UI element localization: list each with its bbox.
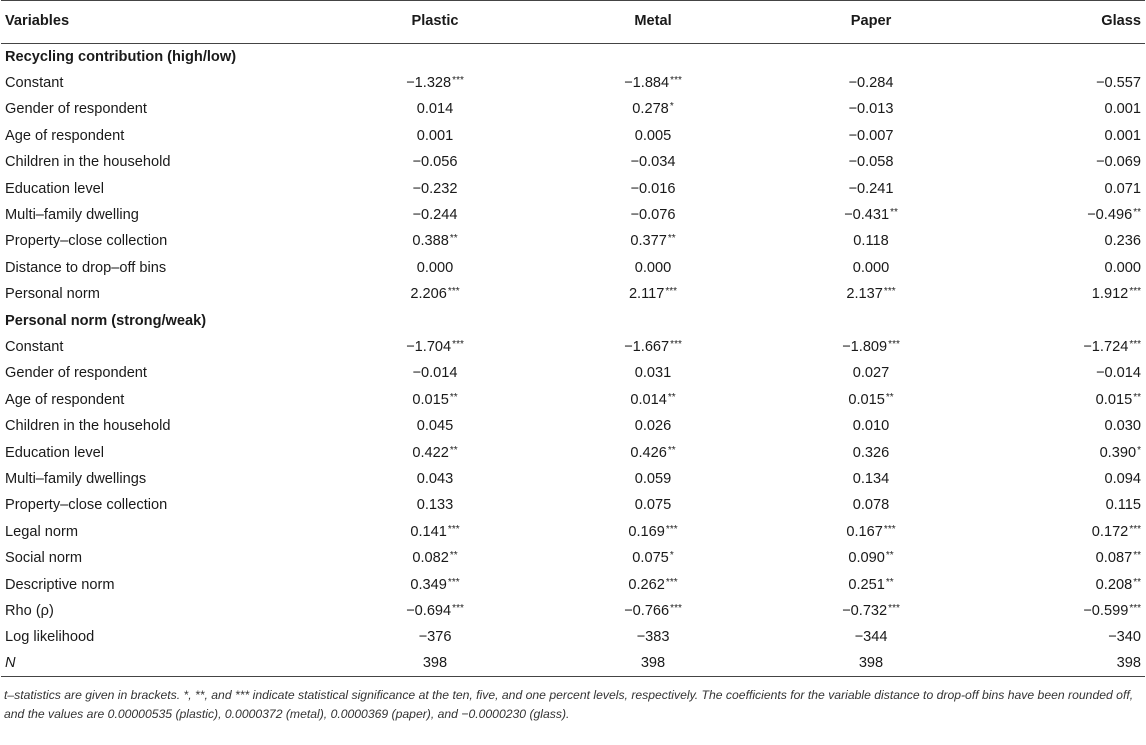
coefficient-value: 2.137 (846, 286, 883, 303)
coefficient-value: 0.078 (852, 497, 890, 514)
row-label: Legal norm (5, 523, 79, 540)
table-header (1, 1, 1145, 44)
cell-glass (975, 387, 1145, 413)
significance-marker: ** (885, 550, 894, 562)
coefficient-value: 398 (858, 655, 884, 672)
coefficient-value: 0.005 (634, 127, 672, 144)
coefficient-value: 0.000 (634, 259, 672, 276)
significance-marker: ** (667, 233, 676, 245)
significance-marker: ** (890, 207, 898, 219)
cell-paper (767, 519, 975, 545)
cell-metal (539, 650, 767, 676)
coefficient-value: −0.557 (1095, 75, 1141, 92)
cell-plastic (331, 149, 539, 175)
cell-paper (767, 202, 975, 228)
table-row (1, 255, 1145, 281)
header-variables: Variables (1, 1, 331, 44)
row-label: Age of respondent (5, 127, 125, 144)
cell-paper (767, 228, 975, 254)
coefficient-value: −376 (418, 629, 452, 646)
significance-marker: *** (447, 576, 460, 588)
cell-paper (767, 598, 975, 624)
header-paper: Paper (767, 1, 975, 44)
coefficient-value: −1.809 (842, 338, 888, 355)
coefficient-value: 398 (422, 655, 448, 672)
coefficient-value: 0.278 (632, 101, 669, 118)
table-row (1, 571, 1145, 597)
coefficient-value: 0.001 (1104, 127, 1141, 144)
table-row (1, 202, 1145, 228)
cell-glass (975, 519, 1145, 545)
cell-metal (539, 123, 767, 149)
cell-paper (767, 281, 975, 307)
coefficient-value: 0.045 (416, 418, 454, 435)
table-row (1, 413, 1145, 439)
significance-marker: *** (888, 338, 900, 350)
cell-paper (767, 624, 975, 650)
section-header-row (1, 44, 1145, 70)
row-label: Children in the household (5, 154, 171, 171)
table-row (1, 96, 1145, 122)
cell-metal (539, 571, 767, 597)
coefficient-value: −0.766 (624, 602, 670, 619)
row-label: Distance to drop–off bins (5, 259, 167, 276)
significance-marker: ** (449, 391, 458, 403)
coefficient-value: −0.496 (1087, 207, 1133, 224)
significance-marker: *** (1129, 523, 1141, 535)
table-row (1, 598, 1145, 624)
cell-metal (539, 202, 767, 228)
coefficient-value: −0.007 (848, 127, 894, 144)
coefficient-value: 0.000 (416, 259, 454, 276)
cell-glass (975, 70, 1145, 96)
coefficient-value: −0.058 (848, 154, 894, 171)
cell-metal (539, 70, 767, 96)
coefficient-value: 0.167 (846, 523, 883, 540)
row-label: Constant (5, 338, 64, 355)
row-label: Personal norm (5, 286, 100, 303)
significance-marker: *** (888, 602, 900, 614)
cell-plastic (331, 387, 539, 413)
row-label: Property–close collection (5, 497, 168, 514)
table-row (1, 70, 1145, 96)
cell-plastic (331, 466, 539, 492)
table-row (1, 334, 1145, 360)
cell-glass (975, 624, 1145, 650)
row-label: Multi–family dwelling (5, 207, 139, 224)
cell-metal (539, 492, 767, 518)
cell-metal (539, 624, 767, 650)
row-label: Descriptive norm (5, 576, 115, 593)
coefficient-value: 0.172 (1091, 523, 1129, 540)
coefficient-value: 0.115 (1105, 497, 1141, 514)
row-label: Education level (5, 180, 104, 197)
table-row (1, 228, 1145, 254)
coefficient-value: 0.134 (852, 470, 890, 487)
cell-paper (767, 466, 975, 492)
significance-marker: ** (449, 550, 458, 562)
cell-paper (767, 413, 975, 439)
significance-marker: *** (665, 576, 678, 588)
cell-glass (975, 175, 1145, 201)
significance-marker: *** (883, 523, 896, 535)
coefficient-value: 0.014 (630, 391, 667, 408)
cell-plastic (331, 255, 539, 281)
row-label: N (1, 650, 331, 676)
header-row (1, 1, 1145, 44)
cell-metal (539, 466, 767, 492)
cell-glass (975, 466, 1145, 492)
significance-marker: ** (885, 576, 894, 588)
cell-metal (539, 281, 767, 307)
coefficient-value: 0.075 (634, 497, 672, 514)
coefficient-value: 0.075 (632, 550, 669, 567)
significance-marker: *** (883, 286, 896, 298)
coefficient-value: −0.694 (406, 602, 452, 619)
cell-glass (975, 598, 1145, 624)
cell-glass (975, 360, 1145, 386)
coefficient-value: 0.000 (852, 259, 890, 276)
cell-glass (975, 439, 1145, 465)
cell-paper (767, 571, 975, 597)
cell-paper (767, 96, 975, 122)
coefficient-value: −1.328 (406, 75, 452, 92)
cell-glass (975, 96, 1145, 122)
significance-marker: *** (1129, 338, 1141, 350)
coefficient-value: 0.236 (1104, 233, 1141, 250)
cell-glass (975, 492, 1145, 518)
table-row (1, 175, 1145, 201)
table-row (1, 545, 1145, 571)
cell-plastic (331, 519, 539, 545)
coefficient-value: 0.071 (1104, 180, 1141, 197)
coefficient-value: −0.431 (844, 207, 890, 224)
table-row (1, 149, 1145, 175)
significance-marker: ** (449, 444, 458, 456)
coefficient-value: −0.069 (1095, 154, 1141, 171)
cell-metal (539, 175, 767, 201)
coefficient-value: 0.169 (628, 523, 665, 540)
coefficient-value: 0.015 (412, 391, 449, 408)
row-label: Education level (5, 444, 104, 461)
cell-plastic (331, 545, 539, 571)
coefficient-value: 398 (640, 655, 666, 672)
cell-metal (539, 439, 767, 465)
cell-glass (975, 650, 1145, 676)
coefficient-value: 0.027 (852, 365, 890, 382)
significance-marker: ** (1133, 207, 1141, 219)
coefficient-value: −0.076 (630, 207, 676, 224)
row-label: Multi–family dwellings (5, 470, 147, 487)
cell-glass (975, 545, 1145, 571)
cell-paper (767, 650, 975, 676)
coefficient-value: −1.704 (406, 338, 452, 355)
table-row (1, 624, 1145, 650)
cell-paper (767, 175, 975, 201)
significance-marker: *** (670, 338, 682, 350)
coefficient-value: −340 (1108, 629, 1141, 646)
cell-metal (539, 360, 767, 386)
table-row (1, 466, 1145, 492)
coefficient-value: 0.426 (630, 444, 667, 461)
table-row (1, 123, 1145, 149)
coefficient-value: 0.015 (1095, 391, 1133, 408)
cell-metal (539, 387, 767, 413)
coefficient-value: −0.241 (848, 180, 894, 197)
cell-metal (539, 413, 767, 439)
significance-marker: * (669, 101, 674, 113)
table-row (1, 387, 1145, 413)
row-label: Log likelihood (5, 629, 95, 646)
significance-marker: ** (1133, 576, 1141, 588)
coefficient-value: −383 (636, 629, 670, 646)
coefficient-value: 0.133 (416, 497, 454, 514)
coefficient-value: −1.724 (1083, 338, 1129, 355)
row-label: Rho (ρ) (5, 602, 54, 619)
cell-paper (767, 149, 975, 175)
section-title: Personal norm (strong/weak) (5, 312, 207, 329)
coefficient-value: 0.390 (1099, 444, 1137, 461)
coefficient-value: 0.087 (1095, 550, 1133, 567)
coefficient-value: 0.043 (416, 470, 454, 487)
cell-paper (767, 123, 975, 149)
significance-marker: ** (667, 391, 676, 403)
header-metal: Metal (539, 1, 767, 44)
row-label: Age of respondent (5, 391, 125, 408)
coefficient-value: −0.034 (630, 154, 676, 171)
cell-glass (975, 571, 1145, 597)
cell-paper (767, 334, 975, 360)
coefficient-value: −344 (854, 629, 888, 646)
cell-plastic (331, 650, 539, 676)
row-label: Constant (5, 75, 64, 92)
cell-plastic (331, 175, 539, 201)
header-plastic: Plastic (331, 1, 539, 44)
significance-marker: * (1137, 444, 1141, 456)
row-label: Property–close collection (5, 233, 168, 250)
coefficient-value: 0.094 (1104, 470, 1141, 487)
cell-plastic (331, 202, 539, 228)
coefficient-value: 0.015 (848, 391, 885, 408)
table-body (1, 44, 1145, 677)
coefficient-value: 0.082 (412, 550, 449, 567)
coefficient-value: 0.001 (416, 127, 454, 144)
significance-marker: *** (670, 602, 682, 614)
row-label: Gender of respondent (5, 101, 147, 118)
significance-marker: *** (665, 286, 678, 298)
cell-plastic (331, 334, 539, 360)
significance-marker: *** (670, 75, 682, 87)
cell-metal (539, 149, 767, 175)
coefficient-value: 2.117 (628, 286, 665, 303)
coefficient-value: −0.014 (412, 365, 458, 382)
cell-plastic (331, 492, 539, 518)
significance-marker: *** (1129, 286, 1141, 298)
significance-marker: *** (665, 523, 678, 535)
cell-glass (975, 281, 1145, 307)
coefficient-value: 0.349 (410, 576, 447, 593)
coefficient-value: 0.377 (630, 233, 667, 250)
coefficient-value: −0.016 (630, 180, 676, 197)
coefficient-value: −1.667 (624, 338, 670, 355)
coefficient-value: 0.059 (634, 470, 672, 487)
coefficient-value: 0.208 (1095, 576, 1133, 593)
results-table (1, 0, 1145, 677)
coefficient-value: −0.599 (1083, 602, 1129, 619)
cell-metal (539, 334, 767, 360)
coefficient-value: 0.001 (1104, 101, 1141, 118)
table-row (1, 281, 1145, 307)
cell-paper (767, 439, 975, 465)
coefficient-value: 0.010 (852, 418, 890, 435)
coefficient-value: 0.422 (412, 444, 449, 461)
significance-marker: *** (452, 75, 464, 87)
significance-marker: *** (452, 602, 464, 614)
cell-plastic (331, 70, 539, 96)
significance-marker: *** (447, 523, 460, 535)
section-header-row (1, 307, 1145, 333)
coefficient-value: 0.141 (410, 523, 447, 540)
section-title: Recycling contribution (high/low) (5, 48, 237, 65)
cell-metal (539, 598, 767, 624)
coefficient-value: −0.013 (848, 101, 894, 118)
coefficient-value: 398 (1116, 655, 1141, 672)
cell-glass (975, 149, 1145, 175)
significance-marker: *** (1129, 602, 1141, 614)
cell-plastic (331, 96, 539, 122)
cell-plastic (331, 413, 539, 439)
coefficient-value: −0.284 (848, 75, 894, 92)
cell-plastic (331, 123, 539, 149)
coefficient-value: 0.251 (848, 576, 885, 593)
cell-plastic (331, 360, 539, 386)
cell-metal (539, 228, 767, 254)
cell-plastic (331, 598, 539, 624)
coefficient-value: 0.014 (416, 101, 454, 118)
significance-marker: ** (449, 233, 458, 245)
cell-plastic (331, 439, 539, 465)
cell-metal (539, 519, 767, 545)
cell-paper (767, 387, 975, 413)
significance-marker: *** (447, 286, 460, 298)
table-row (1, 439, 1145, 465)
cell-paper (767, 255, 975, 281)
table-row (1, 519, 1145, 545)
significance-marker: *** (452, 338, 464, 350)
coefficient-value: 0.388 (412, 233, 449, 250)
coefficient-value: −0.056 (412, 154, 458, 171)
cell-plastic (331, 624, 539, 650)
cell-glass (975, 228, 1145, 254)
coefficient-value: 0.262 (628, 576, 665, 593)
cell-plastic (331, 281, 539, 307)
table-row (1, 492, 1145, 518)
header-glass: Glass (975, 1, 1145, 44)
coefficient-value: 0.118 (853, 233, 889, 250)
cell-paper (767, 545, 975, 571)
cell-glass (975, 413, 1145, 439)
table-row (1, 360, 1145, 386)
row-label: Children in the household (5, 418, 171, 435)
cell-paper (767, 360, 975, 386)
cell-glass (975, 255, 1145, 281)
coefficient-value: 0.090 (848, 550, 885, 567)
cell-glass (975, 123, 1145, 149)
coefficient-value: 1.912 (1091, 286, 1129, 303)
coefficient-value: −0.232 (412, 180, 458, 197)
significance-marker: ** (667, 444, 676, 456)
cell-metal (539, 96, 767, 122)
significance-marker: ** (1133, 550, 1141, 562)
table-row (1, 650, 1145, 676)
cell-paper (767, 70, 975, 96)
row-label: Gender of respondent (5, 365, 147, 382)
row-label: Social norm (5, 550, 83, 567)
table-footnote: t–statistics are given in brackets. *, **, and *** indicate statistical significance at the ten, five, and one percent levels, respectively. The coefficients for the variable distance to drop-off bins have been rounded off, and the values are 0.00000535 (plastic), 0.0000372 (metal), 0.0000369 (paper), and −0.0000230 (glass). (4, 688, 1134, 722)
cell-glass (975, 334, 1145, 360)
significance-marker: ** (885, 391, 894, 403)
cell-metal (539, 255, 767, 281)
coefficient-value: −0.732 (842, 602, 888, 619)
coefficient-value: 2.206 (410, 286, 447, 303)
significance-marker: ** (1133, 391, 1141, 403)
cell-glass (975, 202, 1145, 228)
coefficient-value: 0.000 (1104, 259, 1141, 276)
cell-metal (539, 545, 767, 571)
coefficient-value: 0.326 (852, 444, 890, 461)
coefficient-value: 0.031 (634, 365, 672, 382)
coefficient-value: 0.026 (634, 418, 672, 435)
coefficient-value: 0.030 (1104, 418, 1141, 435)
cell-plastic (331, 571, 539, 597)
significance-marker: * (669, 550, 674, 562)
cell-paper (767, 492, 975, 518)
coefficient-value: −1.884 (624, 75, 670, 92)
coefficient-value: −0.014 (1095, 365, 1141, 382)
cell-plastic (331, 228, 539, 254)
coefficient-value: −0.244 (412, 207, 458, 224)
